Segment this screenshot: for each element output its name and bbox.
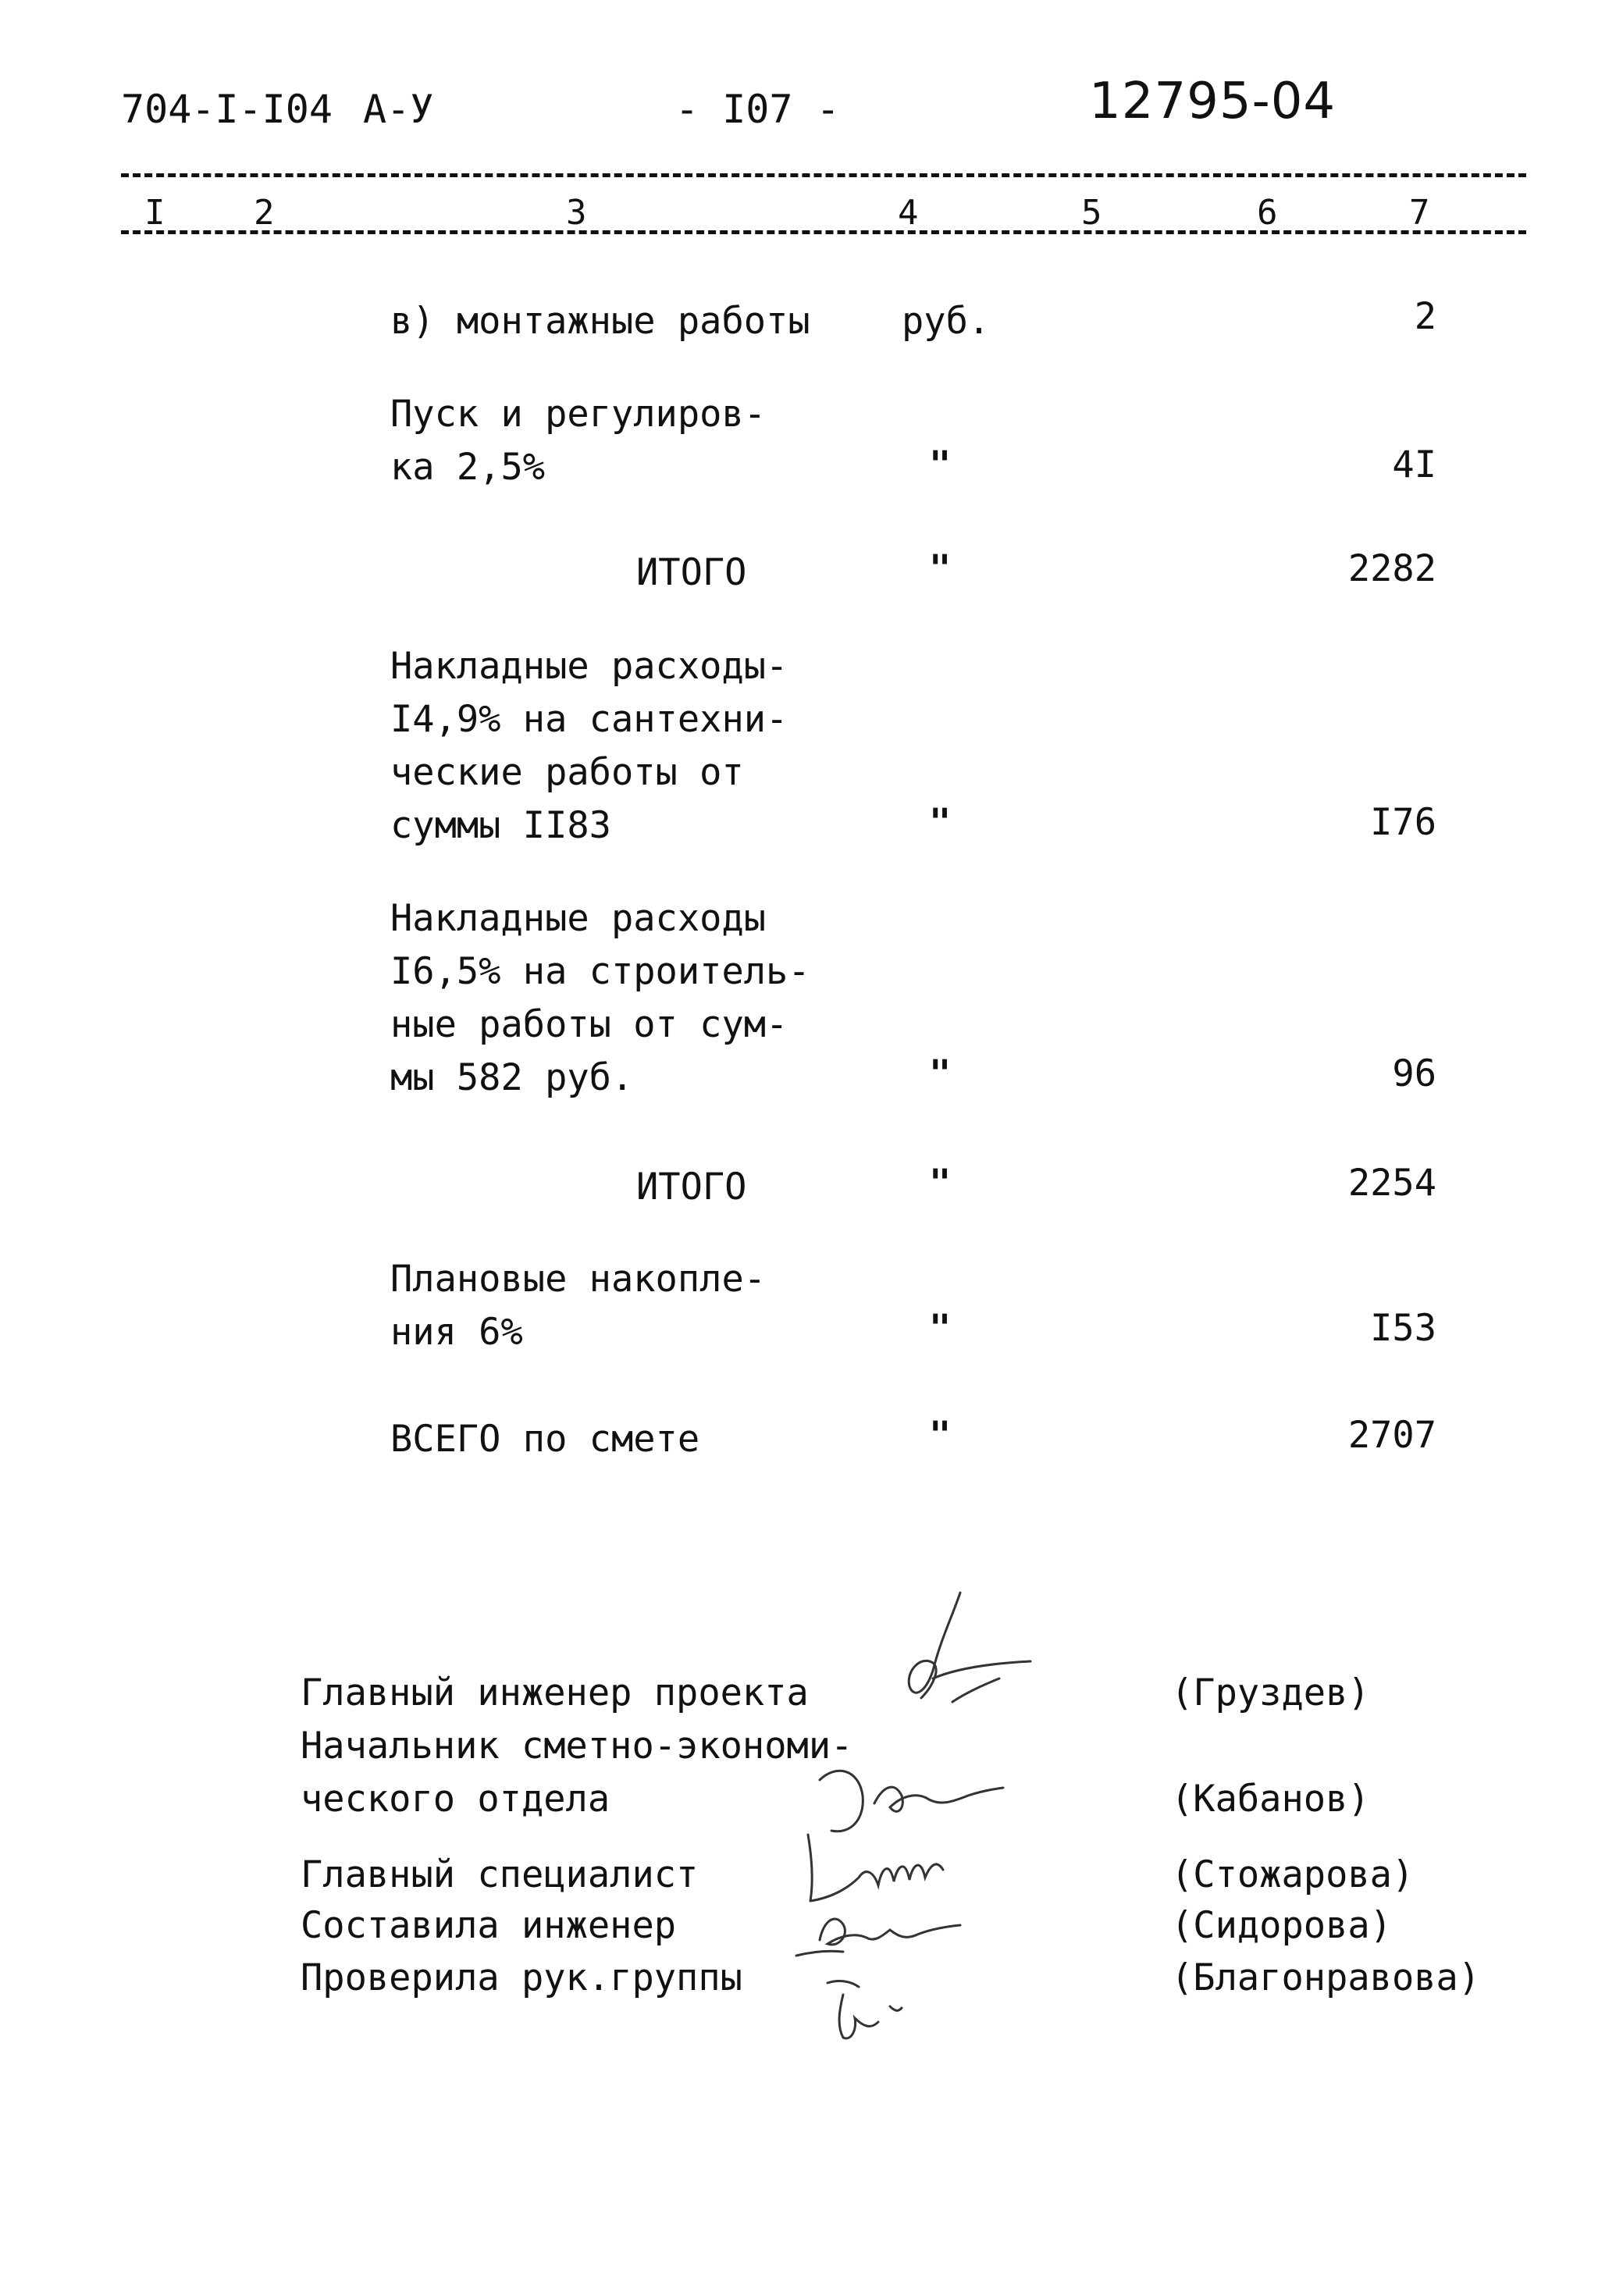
column-rule-top — [121, 173, 1526, 177]
row-description: ные работы от сум- — [390, 1003, 788, 1046]
row-description: Накладные расходы — [390, 897, 767, 940]
signature-kabanov — [820, 1771, 1003, 1831]
row-description: I4,9% на сантехни- — [390, 698, 788, 741]
column-number-6: 6 — [1257, 193, 1278, 233]
row-unit: " — [929, 1052, 952, 1095]
column-rule-bottom — [121, 230, 1526, 234]
handwritten-number: 12795-04 — [1089, 73, 1336, 130]
row-unit: " — [929, 801, 952, 844]
signatory-name: (Стожарова) — [1171, 1853, 1415, 1896]
signatory-title: Главный специалист — [301, 1853, 699, 1896]
row-unit: " — [929, 547, 952, 590]
row-description: суммы II83 — [390, 804, 611, 847]
row-description: Накладные расходы- — [390, 645, 788, 688]
column-number-4: 4 — [898, 193, 919, 233]
column-number-3: 3 — [566, 193, 587, 233]
row-description: I6,5% на строитель- — [390, 950, 810, 993]
column-number-5: 5 — [1081, 193, 1102, 233]
row-unit: руб. — [902, 300, 991, 343]
row-description: ИТОГО — [636, 551, 747, 594]
signatures-graphic — [765, 1569, 1093, 2053]
signatory-title: Главный инженер проекта — [301, 1671, 809, 1714]
signatory-title: Начальник сметно-экономи- — [301, 1725, 853, 1767]
signature-sidorova — [796, 1919, 960, 1956]
doc-suffix: А-У — [363, 87, 434, 132]
row-unit: " — [929, 1162, 952, 1205]
row-description: ВСЕГО по смете — [390, 1418, 700, 1461]
row-description: в) монтажные работы — [390, 300, 810, 343]
signatory-name: (Груздев) — [1171, 1671, 1370, 1714]
row-description: ния 6% — [390, 1311, 523, 1354]
row-description: ка 2,5% — [390, 446, 546, 489]
row-description: Плановые накопле- — [390, 1258, 767, 1301]
signatory-name: (Кабанов) — [1171, 1778, 1370, 1821]
row-description: мы 582 руб. — [390, 1056, 634, 1099]
row-unit: " — [929, 443, 952, 486]
signature-blagonravova — [828, 1981, 902, 2038]
signatory-title: Проверила рук.группы — [301, 1956, 742, 1999]
row-value: 2254 — [1347, 1162, 1436, 1205]
row-description: ческие работы от — [390, 751, 744, 794]
row-unit: " — [929, 1307, 952, 1350]
row-value: I53 — [1370, 1307, 1436, 1350]
page-number: - I07 - — [675, 87, 840, 132]
column-number-7: 7 — [1409, 193, 1430, 233]
signature-stozharova — [808, 1835, 943, 1901]
signature-gruzdev — [909, 1593, 1030, 1702]
column-number-2: 2 — [254, 193, 275, 233]
row-value: I76 — [1370, 801, 1436, 844]
row-unit: " — [929, 1414, 952, 1457]
row-value: 96 — [1392, 1052, 1436, 1095]
row-description: ИТОГО — [636, 1166, 747, 1209]
doc-code: 704-I-I04 — [121, 87, 333, 132]
row-value: 2282 — [1347, 547, 1436, 590]
signatory-name: (Сидорова) — [1171, 1904, 1392, 1947]
row-description: Пуск и регулиров- — [390, 393, 767, 436]
row-value: 4I — [1392, 443, 1436, 486]
row-value: 2 — [1414, 295, 1436, 338]
signatory-title: Составила инженер — [301, 1904, 677, 1947]
signatory-name: (Благонравова) — [1171, 1956, 1481, 1999]
column-number-1: I — [144, 193, 166, 233]
row-value: 2707 — [1347, 1414, 1436, 1457]
signatory-title: ческого отдела — [301, 1778, 610, 1821]
